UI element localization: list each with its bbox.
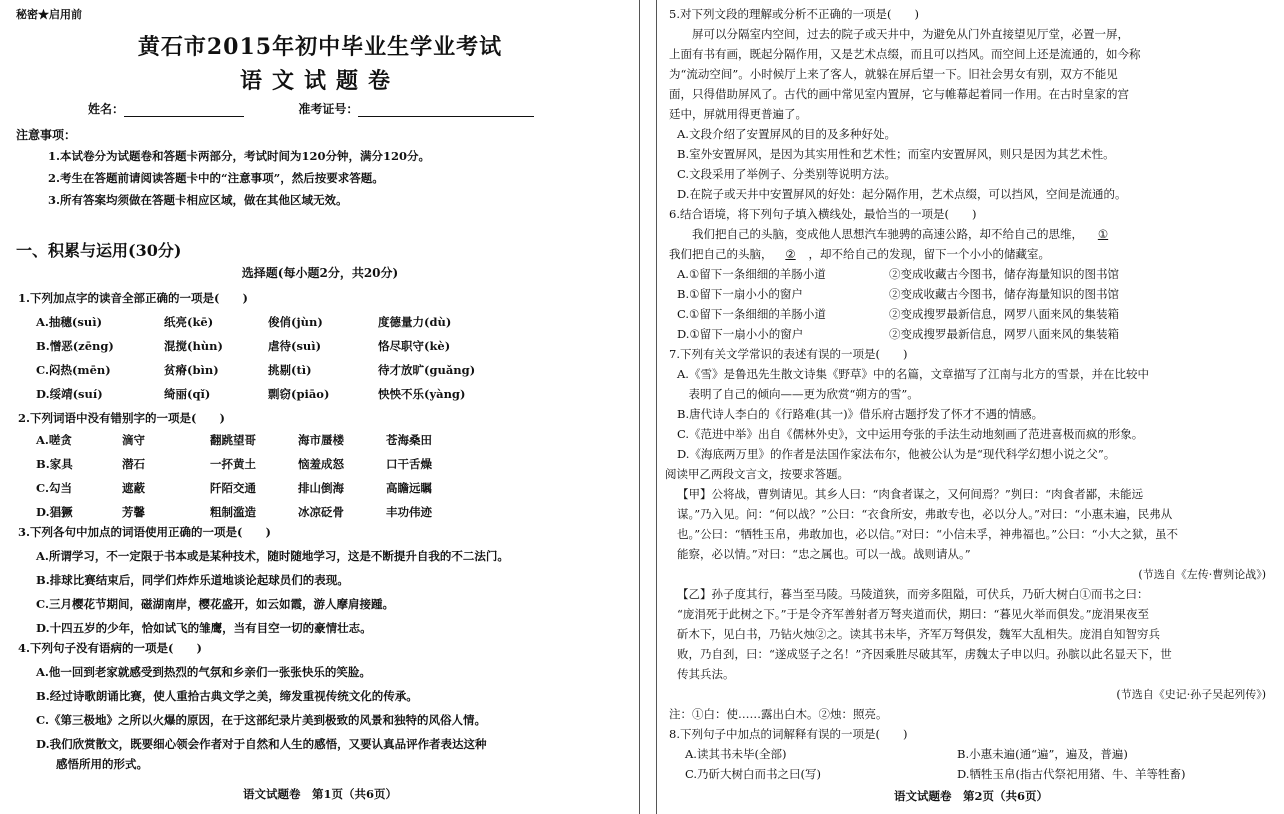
name-field[interactable] xyxy=(124,104,244,117)
candidate-info xyxy=(88,100,534,117)
notice-item: 2.考生在答题前请阅读答题卡中的“注意事项”，然后按要求答题。 xyxy=(48,171,384,185)
exam-subtitle: 语文试题卷 xyxy=(239,68,400,94)
question-7: 7.下列有关文学常识的表述有误的一项是( ) xyxy=(669,347,908,361)
option-row: C.勾当 遮蔽 阡陌交通 排山倒海 高瞻远瞩 xyxy=(36,481,432,495)
confidential-mark: 秘密★启用前 xyxy=(16,8,82,21)
option-row: B.经过诗歌朗诵比赛，使人重拾古典文学之美，缔发重视传统文化的传承。 xyxy=(36,689,418,703)
passage-line: 面，只得借助屏风了。古代的画中常见室内置屏，它与帷幕起着同一作用。在古时皇家的宫 xyxy=(669,87,1129,101)
option-row: D.十四五岁的少年，恰如试飞的雏鹰，当有目空一切的豪情壮志。 xyxy=(36,621,372,635)
option-row: D.在院子或天井中安置屏风的好处：起分隔作用，艺术点缀，可以挡风，空间是流通的。 xyxy=(677,187,1127,201)
option-row: C.①留下一条细细的羊肠小道 ②变成搜罗最新信息，网罗八面来风的集装箱 xyxy=(677,307,1119,321)
option-row: D.我们欣赏散文，既要细心领会作者对于自然和人生的感悟，又要认真品评作者表达这种 xyxy=(36,737,487,751)
exam-title: 黄石市2015年初中毕业生学业考试 xyxy=(137,34,503,60)
passage-yi: 【乙】孙子度其行，暮当至马陵。马陵道狭，而旁多阻隘，可伏兵，乃斫大树白①而书之曰： xyxy=(677,587,1149,601)
page-footer: 语文试题卷 第1页（共6页） xyxy=(242,787,397,801)
notice-item: 1.本试卷分为试题卷和答题卡两部分，考试时间为120分钟，满分120分。 xyxy=(48,149,431,163)
option-row: C.乃斫大树白而书之曰(写) D.牺牲玉帛(指古代祭祀用猪、牛、羊等牲畜) xyxy=(685,767,1186,781)
choice-heading: 选择题(每小题2分，共20分) xyxy=(241,266,399,280)
option-row: D.绥靖(suí) 绮丽(qǐ) 剽窃(piāo) 怏怏不乐(yàng) xyxy=(36,387,466,401)
passage-line: 我们把自己的头脑， ② ，却不给自己的发现，留下一个小小的储藏室。 xyxy=(669,247,1050,261)
passage-yi: “庞涓死于此树之下。”于是令齐军善射者万弩夹道而伏，期曰：“暮见火举而俱发。”庞涓果夜至 xyxy=(677,607,1150,621)
id-label: 准考证号： xyxy=(298,102,359,116)
option-row: D.《海底两万里》的作者是法国作家法布尔，他被公认为是“现代科学幻想小说之父”。 xyxy=(677,447,1116,461)
question-3: 3.下列各句中加点的词语使用正确的一项是( ) xyxy=(18,525,271,539)
question-1: 1.下列加点字的读音全部正确的一项是( ) xyxy=(18,291,248,305)
option-row: B.①留下一扇小小的窗户 ②变成收藏古今图书，储存海量知识的图书馆 xyxy=(677,287,1119,301)
option-row: A.读其书未毕(全部) B.小惠未遍(通“遍”，遍及，普遍) xyxy=(685,747,1128,761)
option-row: B.排球比赛结束后，同学们炸炸乐道地谈论起球员们的表现。 xyxy=(36,573,349,587)
name-label: 姓名： xyxy=(88,102,125,116)
option-row: A.文段介绍了安置屏风的目的及多种好处。 xyxy=(677,127,896,141)
passage-line: 廷中，屏就用得更普遍了。 xyxy=(669,107,807,121)
option-row-cont: 感悟所用的形式。 xyxy=(56,757,148,771)
question-6: 6.结合语境，将下列句子填入横线处，最恰当的一项是( ) xyxy=(669,207,977,221)
exam-page-2 xyxy=(656,0,1284,814)
option-row: 表明了自己的倾向——更为欣赏“朔方的雪”。 xyxy=(677,387,919,401)
source-jia: (节选自《左传·曹刿论战》) xyxy=(1138,568,1266,581)
option-row: D.①留下一扇小小的窗户 ②变成搜罗最新信息，网罗八面来风的集装箱 xyxy=(677,327,1119,341)
page-footer: 语文试题卷 第2页（共6页） xyxy=(893,789,1048,803)
notice-item: 3.所有答案均须做在答题卡相应区域，做在其他区域无效。 xyxy=(48,193,348,207)
option-row: C.《范进中举》出自《儒林外史》，文中运用夸张的手法生动地刻画了范进喜极而疯的形象。 xyxy=(677,427,1144,441)
option-row: A.抽穗(suì) 纸亮(kē) 俊俏(jùn) 度德量力(dù) xyxy=(36,315,452,329)
passage-line: 屏可以分隔室内空间，过去的院子或天井中，为避免从门外直接望见厅堂，必置一屏， xyxy=(669,27,1129,41)
passage-jia: 也。”公曰：“牺牲玉帛，弗敢加也，必以信。”对曰：“小信未孚，神弗福也。”公曰：“小大之狱，虽不 xyxy=(677,527,1179,541)
annotation-note: 注：①白：使……露出白木。②烛：照亮。 xyxy=(669,707,888,721)
passage-line: 为“流动空间”。小时候厅上来了客人，就躲在屏后望一下。旧社会男女有别，双方不能见 xyxy=(669,67,1118,81)
option-row: B.唐代诗人李白的《行路难(其一)》借乐府古题抒发了怀才不遇的情感。 xyxy=(677,407,1044,421)
option-row: A.他一回到老家就感受到热烈的气氛和乡亲们一张张快乐的笑脸。 xyxy=(36,665,371,679)
passage-jia: 【甲】公将战，曹刿请见。其乡人曰：“肉食者谋之，又何间焉？”刿曰：“肉食者鄙，未能远 xyxy=(677,487,1144,501)
passage-line: 我们把自己的头脑，变成他人思想汽车驰骋的高速公路，却不给自己的思维， ① xyxy=(669,226,1123,242)
passage-yi: 传其兵法。 xyxy=(677,667,735,681)
blank-2: ② xyxy=(785,247,796,261)
option-row: D.猖獗 芳馨 粗制滥造 冰凉砭骨 丰功伟迹 xyxy=(36,505,432,519)
option-row: A.所谓学习，不一定限于书本或是某种技术，随时随地学习，这是不断提升自我的不二法门。 xyxy=(36,549,509,563)
option-row: C.文段采用了举例子、分类别等说明方法。 xyxy=(677,167,897,181)
reading-heading: 阅读甲乙两段文言文，按要求答题。 xyxy=(665,467,849,481)
option-row: A.嗟贪 滴守 翻跳望哥 海市蜃楼 苍海桑田 xyxy=(36,433,432,447)
option-row: C.三月樱花节期间，磁湖南岸，樱花盛开，如云如霞，游人摩肩接踵。 xyxy=(36,597,394,611)
question-8: 8.下列句子中加点的词解释有误的一项是( ) xyxy=(669,727,908,741)
option-row: B.室外安置屏风，是因为其实用性和艺术性；而室内安置屏风，则只是因为其艺术性。 xyxy=(677,147,1115,161)
passage-yi: 败，乃自刭，曰：“遂成竖子之名！”齐因乘胜尽破其军，虏魏太子申以归。孙膑以此名显天下，世 xyxy=(677,647,1172,661)
passage-yi: 斫木下，见白书，乃钻火烛②之。读其书未毕，齐军万弩俱发，魏军大乱相失。庞涓自知智穷兵 xyxy=(677,627,1160,641)
passage-jia: 谋。”乃入见。问：“何以战？”公曰：“衣食所安，弗敢专也，必以分人。”对曰：“小惠未遍，民弗从 xyxy=(677,507,1173,521)
option-row: A.①留下一条细细的羊肠小道 ②变成收藏古今图书，储存海量知识的图书馆 xyxy=(677,267,1119,281)
id-field[interactable] xyxy=(358,104,534,117)
option-row: B.家具 潜石 一抔黄土 恼羞成怒 口干舌燥 xyxy=(36,457,432,471)
passage-line: 上面有书有画，既起分隔作用，又是艺术点缀，而且可以挡风。而空间上还是流通的，如今称 xyxy=(669,47,1141,61)
option-row: C.闷热(mēn) 贫瘠(bìn) 挑剔(tì) 待才放旷(guǎng) xyxy=(36,363,476,377)
passage-jia: 能察，必以情。”对曰：“忠之属也。可以一战。战则请从。” xyxy=(677,547,971,561)
question-5: 5.对下列文段的理解或分析不正确的一项是( ) xyxy=(669,7,919,21)
exam-page-1 xyxy=(0,0,640,814)
option-row: C.《第三极地》之所以火爆的原因，在于这部纪录片美到极致的风景和独特的风俗人情。 xyxy=(36,713,486,727)
question-4: 4.下列句子没有语病的一项是( ) xyxy=(18,641,202,655)
blank-1: ① xyxy=(1097,227,1109,241)
section-heading: 一、积累与运用(30分) xyxy=(16,241,182,260)
option-row: A.《雪》是鲁迅先生散文诗集《野草》中的名篇，文章描写了江南与北方的雪景，并在比较中 xyxy=(677,367,1149,381)
source-yi: (节选自《史记·孙子吴起列传》) xyxy=(1116,688,1266,701)
question-2: 2.下列词语中没有错别字的一项是( ) xyxy=(18,411,225,425)
notice-head: 注意事项： xyxy=(16,128,77,142)
option-row: B.憎恶(zēng) 混搅(hùn) 虐待(suì) 恪尽职守(kè) xyxy=(36,339,451,353)
